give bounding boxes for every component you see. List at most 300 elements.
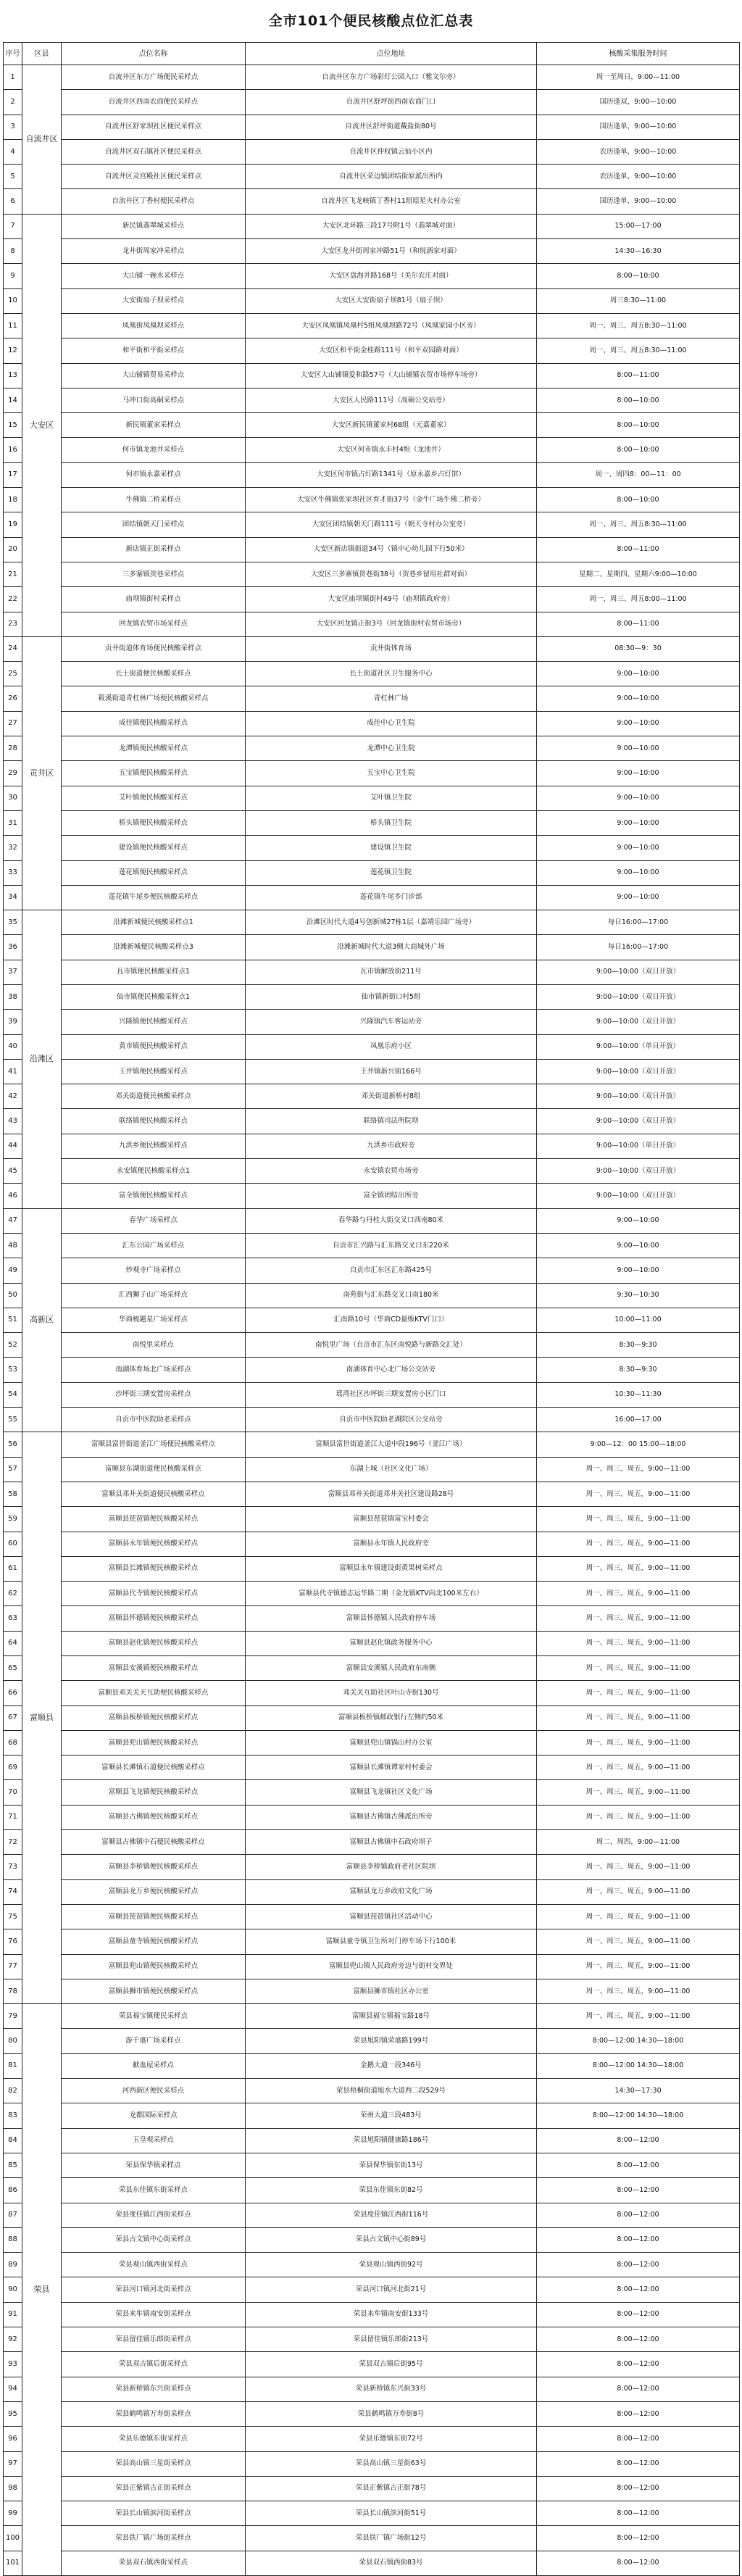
site-name-cell: 荣县新桥镇东兴街采样点 — [62, 2377, 246, 2401]
table-row — [4, 1308, 740, 1332]
site-address-cell: 大安区盘海井路168号（美尔农庄对面） — [246, 264, 537, 288]
site-address-cell: 自贡市汇东区汇东路425号 — [246, 1258, 537, 1283]
table-row — [4, 1333, 740, 1358]
service-time-cell: 8:00—12:00 — [537, 2476, 740, 2501]
row-number: 92 — [4, 2327, 22, 2352]
site-name-cell: 联络镇便民核酸采样点 — [62, 1109, 246, 1134]
site-address-cell: 大安区新店镇街道34号（镇中心幼儿园下行50米） — [246, 537, 537, 562]
service-time-cell: 16:00—17:00 — [537, 1408, 740, 1432]
table-row — [4, 388, 740, 412]
service-time-cell: 8:00—12:00 — [537, 2153, 740, 2177]
site-name-cell: 沙坪街三期安置房采样点 — [62, 1382, 246, 1407]
site-name-cell: 沿滩新城便民核酸采样点3 — [62, 935, 246, 960]
site-name-cell: 自流井区双石镇社区便民采样点 — [62, 139, 246, 164]
row-number: 7 — [4, 214, 22, 238]
table-row — [4, 264, 740, 288]
table-row — [4, 935, 740, 960]
service-time-cell: 8:00—12:00 — [537, 2451, 740, 2476]
row-number: 14 — [4, 388, 22, 412]
header-number: 序号 — [4, 43, 22, 65]
site-name-cell: 自流井区东方广场便民采样点 — [62, 65, 246, 90]
service-time-cell: 9:00—10:00（双日开放） — [537, 984, 740, 1009]
row-number: 3 — [4, 115, 22, 139]
site-name-cell: 华商梳题星广场采样点 — [62, 1308, 246, 1332]
site-address-cell: 荣县梧桐街道旭水大道西二段529号 — [246, 2079, 537, 2103]
site-address-cell: 荣县正紫镇古正街78号 — [246, 2476, 537, 2501]
site-address-cell: 富顺县赵化镇政务服务中心 — [246, 1631, 537, 1655]
site-name-cell: 龙都国际采样点 — [62, 2103, 246, 2128]
row-number: 45 — [4, 1159, 22, 1184]
table-row — [4, 1656, 740, 1681]
row-number: 88 — [4, 2227, 22, 2252]
site-name-cell: 荣县古文镇中心街采样点 — [62, 2227, 246, 2252]
site-name-cell: 荣县双石镇西街采样点 — [62, 2551, 246, 2575]
site-name-cell: 富顺县永年镇便民核酸采样点 — [62, 1532, 246, 1556]
row-number: 91 — [4, 2302, 22, 2327]
district-cell: 贡井区 — [22, 636, 62, 910]
site-name-cell: 建设镇便民核酸采样点 — [62, 836, 246, 860]
row-number: 49 — [4, 1258, 22, 1283]
site-address-cell: 荣县古文镇中心街89号 — [246, 2227, 537, 2252]
table-row — [4, 2377, 740, 2401]
row-number: 35 — [4, 910, 22, 935]
site-name-cell: 自流井区西南农商便民采样点 — [62, 90, 246, 115]
site-name-cell: 龙井街周家冲采样点 — [62, 239, 246, 264]
site-address-cell: 荣县铁厂镇广场街12号 — [246, 2526, 537, 2551]
service-time-cell: 每日16:00—17:00 — [537, 935, 740, 960]
site-name-cell: 荣县留佳镇乐郎街采样点 — [62, 2327, 246, 2352]
site-address-cell: 大安区牛佛镇张家坝社区育才街37号（金牛广场牛佛二桥旁） — [246, 488, 537, 512]
site-name-cell: 贡井街道体育场便民核酸采样点 — [62, 636, 246, 661]
row-number: 4 — [4, 139, 22, 164]
table-row — [4, 1631, 740, 1655]
service-time-cell: 周一、周三、周五，9:00—11:00 — [537, 1556, 740, 1581]
site-name-cell: 庙坝镇街村采样点 — [62, 587, 246, 612]
site-name-cell: 富顺县东湖街道便民核酸采样点 — [62, 1457, 246, 1482]
service-time-cell: 周三8:30—11:00 — [537, 288, 740, 313]
site-address-cell: 王井镇新兴街166号 — [246, 1059, 537, 1084]
site-address-cell: 自流井区东方广场彩灯公园入口（雅文尔旁） — [246, 65, 537, 90]
site-address-cell: 富顺县代寺镇德志运华路二期（金龙镇KTV向北100米左右） — [246, 1582, 537, 1606]
row-number: 58 — [4, 1482, 22, 1506]
site-name-cell: 富顺县琵琶镇便民核酸采样点 — [62, 1904, 246, 1929]
table-row — [4, 1084, 740, 1109]
service-time-cell: 8:00—12:00 — [537, 2203, 740, 2227]
service-time-cell: 9:00—10:00 — [537, 810, 740, 835]
site-name-cell: 莲花镇牛尾乡便民核酸采样点 — [62, 885, 246, 910]
row-number: 89 — [4, 2253, 22, 2277]
site-name-cell: 荣县福宝镇便民采样点 — [62, 2004, 246, 2029]
table-row — [4, 488, 740, 512]
table-row — [4, 1532, 740, 1556]
row-number: 31 — [4, 810, 22, 835]
row-number: 99 — [4, 2501, 22, 2526]
site-name-cell: 富顺县李桥镇便民核酸采样点 — [62, 1855, 246, 1879]
site-name-cell: 富顺县代寺镇便民核酸采样点 — [62, 1582, 246, 1606]
site-name-cell: 龙潭镇便民核酸采样点 — [62, 736, 246, 761]
site-name-cell: 富顺县安溪镇便民核酸采样点 — [62, 1656, 246, 1681]
site-name-cell: 五宝镇便民核酸采样点 — [62, 761, 246, 786]
table-row — [4, 165, 740, 189]
row-number: 41 — [4, 1059, 22, 1084]
row-number: 38 — [4, 984, 22, 1009]
site-name-cell: 富顺县兜山镇便民核酸采样点 — [62, 1954, 246, 1979]
row-number: 8 — [4, 239, 22, 264]
site-address-cell: 富顺县李桥镇政府老社区院坝 — [246, 1855, 537, 1879]
service-time-cell: 9:00—10:00 — [537, 686, 740, 711]
site-address-cell: 荣州大道三段483号 — [246, 2103, 537, 2128]
site-address-cell: 富顺县永年镇建设街黄果树采样点 — [246, 1556, 537, 1581]
service-time-cell: 9:30—10:30 — [537, 1283, 740, 1308]
service-time-cell: 08:30—9：30 — [537, 636, 740, 661]
table-row — [4, 2277, 740, 2302]
service-time-cell: 9:00—10:00 — [537, 836, 740, 860]
row-number: 23 — [4, 612, 22, 636]
row-number: 61 — [4, 1556, 22, 1581]
row-number: 76 — [4, 1929, 22, 1954]
row-number: 20 — [4, 537, 22, 562]
site-address-cell: 金鹅大道一段346号 — [246, 2053, 537, 2078]
site-address-cell: 长土街道社区卫生服务中心 — [246, 662, 537, 686]
site-name-cell: 成佳镇便民核酸采样点 — [62, 711, 246, 736]
site-address-cell: 荣县度佳镇江西街116号 — [246, 2203, 537, 2227]
site-address-cell: 青杠林广场 — [246, 686, 537, 711]
service-time-cell: 8:00—12:00 — [537, 2227, 740, 2252]
service-time-cell: 8:00—12:00 — [537, 2526, 740, 2551]
service-time-cell: 周一、周三、周五，9:00—11:00 — [537, 1482, 740, 1506]
service-time-cell: 每日16:00—17:00 — [537, 910, 740, 935]
site-address-cell: 富顺县富世街道釜江大道中段196号（釜江广场） — [246, 1432, 537, 1457]
site-name-cell: 何市镇龙池井采样点 — [62, 438, 246, 462]
site-name-cell: 新民镇翡翠城采样点 — [62, 214, 246, 238]
site-name-cell: 富顺县板桥镇便民核酸采样点 — [62, 1705, 246, 1730]
row-number: 44 — [4, 1134, 22, 1158]
row-number: 52 — [4, 1333, 22, 1358]
site-name-cell: 艾叶镇便民核酸采样点 — [62, 786, 246, 810]
table-row — [4, 2103, 740, 2128]
site-address-cell: 桥头镇卫生院 — [246, 810, 537, 835]
site-name-cell: 马冲口街高硐采样点 — [62, 388, 246, 412]
service-time-cell: 周一、周三、周五8:00—11:00 — [537, 587, 740, 612]
site-address-cell: 邓关关互助社区叶山寺街130号 — [246, 1681, 537, 1705]
site-address-cell: 富顺县兜山镇人民政府旁边与街村交界处 — [246, 1954, 537, 1979]
row-number: 1 — [4, 65, 22, 90]
service-time-cell: 14:30—17:30 — [537, 2079, 740, 2103]
site-name-cell: 王井镇便民核酸采样点 — [62, 1059, 246, 1084]
site-name-cell: 长土街道便民核酸采样点 — [62, 662, 246, 686]
service-time-cell: 周一、周三、周五，9:00—11:00 — [537, 1507, 740, 1532]
row-number: 81 — [4, 2053, 22, 2078]
row-number: 62 — [4, 1582, 22, 1606]
site-address-cell: 富顺县龙万乡政府文化广场 — [246, 1879, 537, 1904]
table-row — [4, 2302, 740, 2327]
row-number: 56 — [4, 1432, 22, 1457]
site-address-cell: 富顺县琵琶镇富宝村委会 — [246, 1507, 537, 1532]
row-number: 25 — [4, 662, 22, 686]
site-address-cell: 富顺县福宝镇福宝路18号 — [246, 2004, 537, 2029]
site-name-cell: 荣县铁厂镇广场街采样点 — [62, 2526, 246, 2551]
service-time-cell: 周一、周三、周五，9:00—11:00 — [537, 1705, 740, 1730]
row-number: 101 — [4, 2551, 22, 2575]
site-name-cell: 荣县来牟镇南安街采样点 — [62, 2302, 246, 2327]
site-address-cell: 自流井区荣边镇团结街原派出所内 — [246, 165, 537, 189]
table-row — [4, 736, 740, 761]
row-number: 54 — [4, 1382, 22, 1407]
district-cell: 荣县 — [22, 2004, 62, 2576]
site-name-cell: 仙市镇便民核酸采样点1 — [62, 984, 246, 1009]
service-time-cell: 周二、周四，9:00—11:00 — [537, 1830, 740, 1855]
site-address-cell: 永安镇农贸市场旁 — [246, 1159, 537, 1184]
table-row — [4, 2079, 740, 2103]
row-number: 43 — [4, 1109, 22, 1134]
row-number: 96 — [4, 2427, 22, 2451]
site-address-cell: 荣县来牟镇南安街133号 — [246, 2302, 537, 2327]
service-time-cell: 8:00—12:00 — [537, 2178, 740, 2203]
service-time-cell: 8:00—10:00 — [537, 438, 740, 462]
site-name-cell: 自流井区舒家坝社区便民采样点 — [62, 115, 246, 139]
site-name-cell: 富顺县邓关关天互助便民核酸采样点 — [62, 1681, 246, 1705]
site-address-cell: 荣县双石镇西街83号 — [246, 2551, 537, 2575]
site-name-cell: 兴隆镇便民核酸采样点 — [62, 1010, 246, 1034]
service-time-cell: 8:30—9:30 — [537, 1358, 740, 1382]
row-number: 60 — [4, 1532, 22, 1556]
site-name-cell: 富顺县飞龙镇便民核酸采样点 — [62, 1780, 246, 1805]
site-address-cell: 南湖体育中心北广场公交站旁 — [246, 1358, 537, 1382]
service-time-cell: 8:00—12:00 14:30—18:00 — [537, 2053, 740, 2078]
row-number: 51 — [4, 1308, 22, 1332]
service-time-cell: 周一、周三、周五，9:00—11:00 — [537, 1730, 740, 1755]
service-time-cell: 9:00—10:00（双日开放） — [537, 1084, 740, 1109]
table-row — [4, 2227, 740, 2252]
service-time-cell: 8:00—12:00 — [537, 2277, 740, 2302]
table-row — [4, 313, 740, 338]
district-cell: 高新区 — [22, 1208, 62, 1432]
site-name-cell: 回龙镇农贸市场采样点 — [62, 612, 246, 636]
row-number: 24 — [4, 636, 22, 661]
service-time-cell: 8:00—11:00 — [537, 537, 740, 562]
service-time-cell: 周一、周三、周五8:30—11:00 — [537, 512, 740, 537]
row-number: 64 — [4, 1631, 22, 1655]
row-number: 10 — [4, 288, 22, 313]
site-address-cell: 大安区北环路三段17号附1号（翡翠城对面） — [246, 214, 537, 238]
table-row — [4, 2352, 740, 2377]
site-address-cell: 南悦里广场（自贡市汇东区南悦路与新路交汇处） — [246, 1333, 537, 1358]
service-time-cell: 周一、周三、周五，9:00—11:00 — [537, 1929, 740, 1954]
service-time-cell: 国历逢单，9:00—10:00 — [537, 189, 740, 214]
site-name-cell: 荣县度佳镇江西街采样点 — [62, 2203, 246, 2227]
row-number: 68 — [4, 1730, 22, 1755]
site-name-cell: 荣县乐德镇东街采样点 — [62, 2427, 246, 2451]
row-number: 74 — [4, 1879, 22, 1904]
service-time-cell: 9:00—10:00 — [537, 885, 740, 910]
table-row — [4, 885, 740, 910]
header-service-time: 核酸采集服务时间 — [537, 43, 740, 65]
table-row — [4, 1432, 740, 1457]
row-number: 26 — [4, 686, 22, 711]
site-name-cell: 邓关街道便民核酸采样点 — [62, 1084, 246, 1109]
table-row — [4, 1382, 740, 1407]
row-number: 36 — [4, 935, 22, 960]
site-address-cell: 富顺县永年镇人民政府旁 — [246, 1532, 537, 1556]
site-address-cell: 荣县乐德镇东街72号 — [246, 2427, 537, 2451]
table-row — [4, 2053, 740, 2078]
table-row — [4, 413, 740, 438]
table-row — [4, 1705, 740, 1730]
header-district: 区县 — [22, 43, 62, 65]
site-address-cell: 邓关街道新桥村8组 — [246, 1084, 537, 1109]
table-row — [4, 1606, 740, 1631]
table-row — [4, 189, 740, 214]
site-address-cell: 富全镇团结出所旁 — [246, 1184, 537, 1208]
service-time-cell: 9:00—10:00 — [537, 736, 740, 761]
service-time-cell: 8:00—11:00 — [537, 363, 740, 388]
site-name-cell: 富顺县童寺镇便民核酸采样点 — [62, 1929, 246, 1954]
site-name-cell: 新民镇董家采样点 — [62, 413, 246, 438]
site-address-cell: 大安区何市镇占灯路1341号（原永嘉乡占灯馆） — [246, 462, 537, 487]
service-time-cell: 周一、周三、周五，9:00—11:00 — [537, 1457, 740, 1482]
row-number: 75 — [4, 1904, 22, 1929]
row-number: 27 — [4, 711, 22, 736]
service-time-cell: 9:00—10:00（双日开放） — [537, 1184, 740, 1208]
row-number: 57 — [4, 1457, 22, 1482]
service-time-cell: 9:00—12：00 15:00—18:00 — [537, 1432, 740, 1457]
table-row — [4, 438, 740, 462]
row-number: 6 — [4, 189, 22, 214]
site-name-cell: 和平街和平街采样点 — [62, 338, 246, 363]
row-number: 16 — [4, 438, 22, 462]
table-row — [4, 288, 740, 313]
site-address-cell: 富顺县板桥镇邮政银行左侧约50米 — [246, 1705, 537, 1730]
site-address-cell: 大安区何市镇永丰村4组（龙池井） — [246, 438, 537, 462]
site-name-cell: 荣县河口镇河北街采样点 — [62, 2277, 246, 2302]
site-name-cell: 大安街扇子坝采样点 — [62, 288, 246, 313]
service-time-cell: 周一、周三、周五，9:00—11:00 — [537, 1606, 740, 1631]
row-number: 42 — [4, 1084, 22, 1109]
service-time-cell: 8:00—12:00 — [537, 2551, 740, 2575]
row-number: 94 — [4, 2377, 22, 2401]
service-time-cell: 9:00—10:00 — [537, 786, 740, 810]
service-time-cell: 国历逢单，9:00—10:00 — [537, 115, 740, 139]
service-time-cell: 周一、周三、周五8:30—11:00 — [537, 338, 740, 363]
service-time-cell: 农历逢单，9:00—10:00 — [537, 139, 740, 164]
table-row — [4, 1358, 740, 1382]
table-row — [4, 1780, 740, 1805]
site-name-cell: 新店镇正街采样点 — [62, 537, 246, 562]
row-number: 46 — [4, 1184, 22, 1208]
site-name-cell: 桥头镇便民核酸采样点 — [62, 810, 246, 835]
site-name-cell: 汇东公园广场采样点 — [62, 1233, 246, 1258]
site-name-cell: 献血屋采样点 — [62, 2053, 246, 2078]
site-address-cell: 富顺县古佛镇中石政府坝子 — [246, 1830, 537, 1855]
table-row — [4, 2401, 740, 2426]
service-time-cell: 9:00—10:00（双日开放） — [537, 960, 740, 984]
service-time-cell: 周一至周日，9:00—11:00 — [537, 65, 740, 90]
site-address-cell: 莲花镇牛尾乡门诊部 — [246, 885, 537, 910]
site-name-cell: 九洪乡便民核酸采样点 — [62, 1134, 246, 1158]
row-number: 12 — [4, 338, 22, 363]
site-address-cell: 荣县旭阳镇荣盛路199号 — [246, 2029, 537, 2053]
row-number: 95 — [4, 2401, 22, 2426]
service-time-cell: 8:00—12:00 — [537, 2128, 740, 2153]
service-time-cell: 8:00—12:00 — [537, 2352, 740, 2377]
row-number: 40 — [4, 1034, 22, 1059]
table-row — [4, 537, 740, 562]
site-address-cell: 荣县河口镇河北街21号 — [246, 2277, 537, 2302]
service-time-cell: 周一、周三、周五，9:00—11:00 — [537, 1656, 740, 1681]
service-time-cell: 8:00—10:00 — [537, 388, 740, 412]
row-number: 28 — [4, 736, 22, 761]
site-address-cell: 东湖上城（社区文化广场） — [246, 1457, 537, 1482]
table-row — [4, 1830, 740, 1855]
row-number: 87 — [4, 2203, 22, 2227]
service-time-cell: 14:30—16:30 — [537, 239, 740, 264]
site-address-cell: 自流井区仲权镇云仙小区内 — [246, 139, 537, 164]
site-name-cell: 自流井区丁香村便民采样点 — [62, 189, 246, 214]
table-row — [4, 90, 740, 115]
service-time-cell: 9:00—10:00 — [537, 662, 740, 686]
site-address-cell: 荣县新桥镇东兴街33号 — [246, 2377, 537, 2401]
site-name-cell: 炒观寺广场采样点 — [62, 1258, 246, 1283]
table-row — [4, 1059, 740, 1084]
site-address-cell: 凤凰乐府小区 — [246, 1034, 537, 1059]
service-time-cell: 周一、周三、周五，9:00—11:00 — [537, 1681, 740, 1705]
site-name-cell: 荣县高山镇三星街采样点 — [62, 2451, 246, 2476]
table-row — [4, 2551, 740, 2575]
row-number: 98 — [4, 2476, 22, 2501]
service-time-cell: 9:00—10:00（双日开放） — [537, 1109, 740, 1134]
site-address-cell: 荣县双古镇后街95号 — [246, 2352, 537, 2377]
site-address-cell: 联络镇司法所院坝 — [246, 1109, 537, 1134]
site-address-cell: 春华路与丹桂大街交叉口西南80米 — [246, 1208, 537, 1233]
site-name-cell: 沿滩新城便民核酸采样点1 — [62, 910, 246, 935]
table-row — [4, 338, 740, 363]
district-cell: 富顺县 — [22, 1432, 62, 2004]
service-time-cell: 周一、周三、周五，9:00—11:00 — [537, 1582, 740, 1606]
site-address-cell: 大安区回龙镇正街3号（回龙镇街村农贸市场旁） — [246, 612, 537, 636]
row-number: 32 — [4, 836, 22, 860]
table-row — [4, 636, 740, 661]
site-address-cell: 富顺县琵琶镇社区活动中心 — [246, 1904, 537, 1929]
site-address-cell: 莲花镇卫生院 — [246, 860, 537, 885]
table-row — [4, 214, 740, 238]
row-number: 34 — [4, 885, 22, 910]
row-number: 9 — [4, 264, 22, 288]
table-row — [4, 2526, 740, 2551]
service-time-cell: 9:00—10:00（单日开放） — [537, 1134, 740, 1158]
service-time-cell: 周一、周三、周五，9:00—11:00 — [537, 1855, 740, 1879]
site-address-cell: 龙潭中心卫生院 — [246, 736, 537, 761]
site-name-cell: 荣县双古镇后街采样点 — [62, 2352, 246, 2377]
service-time-cell: 周一、周三、周五，9:00—11:00 — [537, 1631, 740, 1655]
table-row — [4, 2178, 740, 2203]
table-row — [4, 2476, 740, 2501]
table-row — [4, 1904, 740, 1929]
table-row — [4, 1233, 740, 1258]
service-time-cell: 10:00—11:00 — [537, 1308, 740, 1332]
row-number: 90 — [4, 2277, 22, 2302]
service-time-cell: 8:00—12:00 — [537, 2253, 740, 2277]
district-cell: 沿滩区 — [22, 910, 62, 1209]
service-time-cell: 8:30—9:30 — [537, 1333, 740, 1358]
table-row — [4, 2153, 740, 2177]
service-time-cell: 9:00—10:00 — [537, 860, 740, 885]
site-name-cell: 河西新区便民采样点 — [62, 2079, 246, 2103]
site-name-cell: 富顺县古佛镇中石便民核酸采样点 — [62, 1830, 246, 1855]
table-row — [4, 363, 740, 388]
service-time-cell: 8:00—12:00 — [537, 2501, 740, 2526]
site-address-cell: 汇南路10号（华商CD量贩KTV门口） — [246, 1308, 537, 1332]
row-number: 19 — [4, 512, 22, 537]
